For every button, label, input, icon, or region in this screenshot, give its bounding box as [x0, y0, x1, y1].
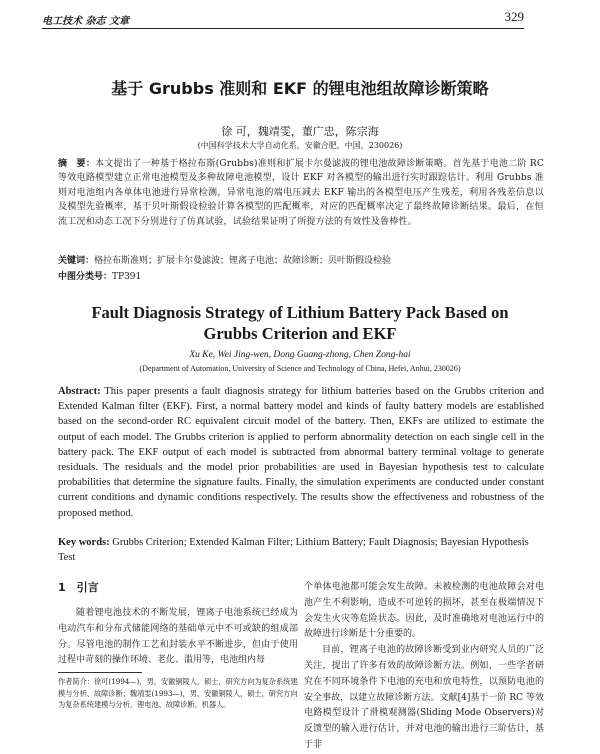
intro-paragraph-continued: 个单体电池都可能会发生故障。未被检测的电池故障会对电池产生不利影响，造成不可逆转的损坏，甚至在极端情况下会发生火灾等危险状态。因此，及时准确地对电池运行中的故障进行诊断是十分重要的。: [304, 582, 544, 640]
intro-paragraph-1: 随着锂电池技术的不断发展，锂离子电池系统已经成为电动汽车和分布式储能网络的基础单元中不可或缺的组成部分。尽管电池的制作工艺和封装水平不断进步，但由于使用过程中苛刻的操作环境、老化、滥用等，电池组内每: [58, 608, 298, 666]
page-number: 329: [504, 9, 524, 24]
english-abstract-text: This paper presents a fault diagnosis strategy for lithium batteries based on the Grubbs criterion and Extended Kalman filter (EKF). First, a normal battery model and kinds of faulty battery models are established based on the second-order RC equivalent circuit model of the battery. Then, EKFs are utilized to estimate the output of each model. The Grubbs criterion is applied to perform abnormality detection on each single cell in the battery pack. The EKF output of each model is subtracted from abnormal battery terminal voltage to generate residuals. The residuals and the model prior probabilities are used in Bayesian hypothesis test to calculate probabilities that determine the signature faults. Finally, the simulation experiments are conducted under constant current conditions and dynamic conditions respectively. The results show the effectiveness and robustness of the proposed method.: [58, 386, 544, 519]
english-authors: Xu Ke, Wei Jing-wen, Dong Guang-zhong, Chen Zong-hai: [189, 350, 411, 360]
english-abstract-label: Abstract:: [58, 386, 101, 397]
chinese-keywords-label: 关键词：: [58, 256, 95, 266]
intro-paragraph-2: 目前，锂离子电池的故障诊断受到业内研究人员的广泛关注，提出了许多有效的故障诊断方法。例如，一些学者研究在不同环境条件下电池的充电和放电特性，以预防电池的安全事故，以建立故障诊断方法。文献[4]基于一阶 RC 等效电路模型设计了滑模观测器(Sliding Mode Observers)对反馈型的输入进行估计，并对电池的输出进行三阶估计，基于非: [304, 645, 544, 750]
chinese-title: 基于 Grubbs 准则和 EKF 的锂电池组故障诊断策略: [111, 79, 489, 98]
chinese-keywords: [58, 253, 544, 266]
english-title-line2: Grubbs Criterion and EKF: [203, 324, 397, 343]
running-header: [42, 9, 524, 29]
chinese-abstract: [58, 157, 544, 229]
english-keywords-label: Key words:: [58, 537, 110, 548]
chinese-authors: 徐 可，魏靖雯，董广忠，陈宗海: [221, 125, 379, 138]
english-affiliation: (Department of Automation, University of Science and Technology of China, Hefei, Anhui, 230026): [139, 364, 461, 373]
body-right-column: [304, 580, 544, 754]
english-keywords: [58, 535, 544, 565]
english-title: [0, 302, 600, 344]
section-heading-introduction: 1 引言: [58, 581, 99, 594]
chinese-classification: [58, 269, 141, 282]
classification-label: 中图分类号：: [58, 272, 113, 282]
chinese-keywords-text: 格拉布斯准则；扩展卡尔曼滤波；锂离子电池；故障诊断；贝叶斯假设检验: [94, 256, 392, 266]
chinese-abstract-label: 摘 要：: [58, 159, 96, 169]
chinese-abstract-text: 本文提出了一种基于格拉布斯(Grubbs)准则和扩展卡尔曼滤波的锂电池故障诊断策略。首先基于电池二阶 RC 等效电路模型建立正常电池模型及多种故障电池模型，设计 EKF 对各模型的输出进行实时跟踪估计。利用 Grubbs 准则对电池组内各单体电池进行异常检测，异常电池的端电压减去 EKF 输出的各模型电压产生残差，利用各残差信息以及模型先验概率，基于贝叶斯假设检验计算各模型的匹配概率，对应的匹配概率决定了最终故障诊断结果。最后，在恒流工况和动态工况下分别进行了仿真试验，试验结果证明了所提方法的有效性及鲁棒性。: [58, 159, 544, 227]
chinese-affiliation: (中国科学技术大学自动化系，安徽合肥，中国，230026): [197, 141, 403, 150]
english-title-line1: Fault Diagnosis Strategy of Lithium Battery Pack Based on: [91, 303, 509, 322]
journal-name: 电工技术 杂志 文章: [42, 16, 129, 27]
english-abstract: [58, 384, 544, 521]
footnote-divider: [58, 672, 142, 673]
body-left-column: [58, 580, 298, 669]
english-keywords-text: Grubbs Criterion; Extended Kalman Filter; Lithium Battery; Fault Diagnosis; Bayesian Hypothesis Test: [58, 537, 529, 563]
author-footnote: 作者简介：徐可(1994—)，男，安徽铜陵人，硕士，研究方向为复杂系统建模与分析、故障诊断；魏靖雯(1993—)，男，安徽铜陵人，硕士，研究方向为复杂系统建模与分析、锂电池、故障诊断、机器人。: [58, 677, 298, 709]
classification-code: TP391: [112, 272, 142, 282]
